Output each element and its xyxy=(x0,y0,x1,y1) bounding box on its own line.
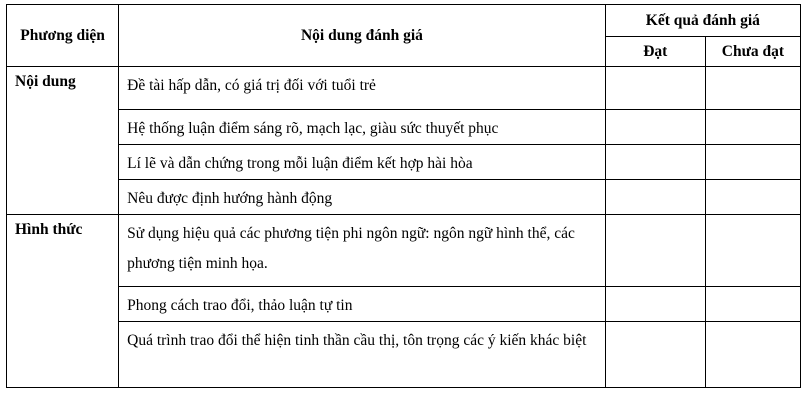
criterion-text: Nêu được định hướng hành động xyxy=(119,180,606,215)
pass-cell[interactable] xyxy=(605,145,705,180)
pass-cell[interactable] xyxy=(605,215,705,287)
fail-cell[interactable] xyxy=(705,67,800,110)
criterion-text: Hệ thống luận điểm sáng rõ, mạch lạc, giàu sức thuyết phục xyxy=(119,110,606,145)
table-row xyxy=(7,180,801,215)
aspect-header: Phương diện xyxy=(7,5,119,67)
evaluation-table xyxy=(6,4,801,388)
fail-cell[interactable] xyxy=(705,110,800,145)
fail-cell[interactable] xyxy=(705,145,800,180)
pass-cell[interactable] xyxy=(605,287,705,322)
criterion-text: Phong cách trao đổi, thảo luận tự tin xyxy=(119,287,606,322)
aspect-label: Nội dung xyxy=(7,67,119,215)
aspect-label: Hình thức xyxy=(7,215,119,388)
fail-header: Chưa đạt xyxy=(705,37,800,67)
table-row xyxy=(7,322,801,388)
header-row xyxy=(7,5,801,37)
content-header: Nội dung đánh giá xyxy=(119,5,606,67)
result-header: Kết quả đánh giá xyxy=(605,5,800,37)
fail-cell[interactable] xyxy=(705,322,800,388)
criterion-text: Lí lẽ và dẫn chứng trong mỗi luận điểm kết hợp hài hòa xyxy=(119,145,606,180)
criterion-text: Đề tài hấp dẫn, có giá trị đối với tuổi trẻ xyxy=(119,67,606,110)
criterion-text: Sử dụng hiệu quả các phương tiện phi ngôn ngữ: ngôn ngữ hình thể, các phương tiện minh họa. xyxy=(119,215,606,287)
fail-cell[interactable] xyxy=(705,180,800,215)
pass-cell[interactable] xyxy=(605,110,705,145)
table-row xyxy=(7,287,801,322)
pass-cell[interactable] xyxy=(605,67,705,110)
table-row xyxy=(7,145,801,180)
fail-cell[interactable] xyxy=(705,287,800,322)
table-row xyxy=(7,110,801,145)
table-row xyxy=(7,67,801,110)
pass-cell[interactable] xyxy=(605,180,705,215)
pass-cell[interactable] xyxy=(605,322,705,388)
fail-cell[interactable] xyxy=(705,215,800,287)
table-row xyxy=(7,215,801,287)
criterion-text: Quá trình trao đổi thể hiện tinh thần cầu thị, tôn trọng các ý kiến khác biệt xyxy=(119,322,606,388)
pass-header: Đạt xyxy=(605,37,705,67)
